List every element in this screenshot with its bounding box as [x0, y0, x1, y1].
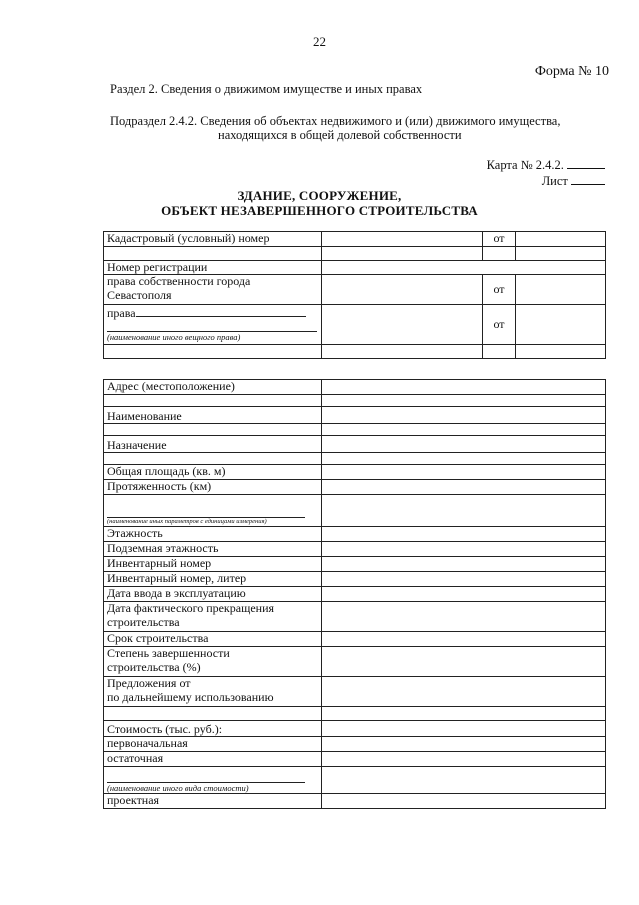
other-cost-field[interactable]: [107, 772, 305, 783]
floors-value[interactable]: [322, 527, 606, 542]
commissioning-date-value[interactable]: [322, 587, 606, 602]
address-value[interactable]: [322, 380, 606, 395]
area-value[interactable]: [322, 465, 606, 480]
table-cell[interactable]: [104, 707, 322, 721]
table-cell[interactable]: [322, 707, 606, 721]
table-cell[interactable]: [322, 424, 606, 436]
sheet-number-label: Лист: [541, 174, 568, 188]
cost-value[interactable]: [322, 721, 606, 737]
construction-stop-date-value[interactable]: [322, 602, 606, 632]
subsection-title-line2: находящихся в общей долевой собственности: [218, 128, 462, 142]
registration-number-value[interactable]: [322, 260, 606, 275]
table-cell[interactable]: [516, 246, 606, 260]
other-right-date-value[interactable]: [516, 305, 606, 345]
inventory-number-label: Инвентарный номер: [104, 557, 322, 572]
table-cell[interactable]: [322, 345, 483, 359]
floors-label: Этажность: [104, 527, 322, 542]
table-cell[interactable]: [322, 246, 483, 260]
page-number: 22: [313, 34, 326, 49]
length-label: Протяженность (км): [104, 480, 322, 495]
ownership-right-line1: права собственности города: [107, 274, 251, 288]
section-title: Раздел 2. Сведения о движимом имуществе и иных правах: [110, 82, 423, 96]
purpose-label: Назначение: [104, 436, 322, 453]
other-cost-value[interactable]: [322, 767, 606, 794]
other-right-caption: (наименование иного вещного права): [107, 331, 241, 342]
area-label: Общая площадь (кв. м): [104, 465, 322, 480]
ownership-date-value[interactable]: [516, 275, 606, 305]
table-cell[interactable]: [104, 246, 322, 260]
card-number-label: Карта № 2.4.2.: [486, 158, 564, 172]
initial-cost-value[interactable]: [322, 737, 606, 752]
form-number: Форма № 10: [534, 64, 609, 79]
underground-floors-value[interactable]: [322, 542, 606, 557]
ownership-number-value[interactable]: [322, 275, 483, 305]
residual-cost-value[interactable]: [322, 752, 606, 767]
other-right-label: [104, 305, 322, 345]
proposals-line2: по дальнейшему использованию: [107, 689, 274, 704]
other-params-field[interactable]: [107, 507, 305, 518]
table-cell[interactable]: [104, 395, 322, 407]
address-label: Адрес (местоположение): [104, 380, 322, 395]
proposals-value[interactable]: [322, 677, 606, 707]
construction-term-label: Срок строительства: [104, 632, 322, 647]
sheet-number: [542, 172, 605, 189]
table-cell[interactable]: [104, 424, 322, 436]
table-cell[interactable]: [322, 453, 606, 465]
construction-stop-date-line2: строительства: [107, 614, 180, 629]
cadastral-date-value[interactable]: [516, 232, 606, 247]
cadastral-from-label: от: [483, 232, 516, 247]
construction-stop-date-label: [104, 602, 322, 632]
initial-cost-label: первоначальная: [104, 737, 322, 752]
completion-degree-line2: строительства (%): [107, 659, 201, 674]
document-title-line1: ЗДАНИЕ, СООРУЖЕНИЕ,: [237, 188, 402, 203]
registration-table: [103, 231, 606, 359]
ownership-from-label: от: [483, 275, 516, 305]
card-number: [487, 156, 605, 173]
length-value[interactable]: [322, 480, 606, 495]
inventory-number-value[interactable]: [322, 557, 606, 572]
cadastral-number-value[interactable]: [322, 232, 483, 247]
other-params-caption: (наименование иных параметров с единицами измерения): [107, 518, 267, 525]
construction-term-value[interactable]: [322, 632, 606, 647]
commissioning-date-label: Дата ввода в эксплуатацию: [104, 587, 322, 602]
sheet-number-field[interactable]: [571, 172, 605, 185]
proposals-line1: Предложения от: [107, 676, 191, 690]
table-cell[interactable]: [516, 345, 606, 359]
residual-cost-label: остаточная: [104, 752, 322, 767]
completion-degree-line1: Степень завершенности: [107, 646, 230, 660]
construction-stop-date-line1: Дата фактического прекращения: [107, 601, 275, 615]
completion-degree-label: [104, 647, 322, 677]
inventory-number-liter-value[interactable]: [322, 572, 606, 587]
cadastral-number-label: Кадастровый (условный) номер: [104, 232, 322, 247]
other-right-number-value[interactable]: [322, 305, 483, 345]
other-right-prefix: права: [107, 306, 136, 320]
other-cost-caption: (наименование иного вида стоимости): [107, 783, 249, 793]
completion-degree-value[interactable]: [322, 647, 606, 677]
other-params-value[interactable]: [322, 495, 606, 527]
card-number-field[interactable]: [567, 156, 605, 169]
inventory-number-liter-label: Инвентарный номер, литер: [104, 572, 322, 587]
registration-number-label: Номер регистрации: [104, 260, 322, 275]
design-cost-label: проектная: [104, 794, 322, 809]
other-right-name-field[interactable]: [136, 305, 306, 317]
purpose-value[interactable]: [322, 436, 606, 453]
other-right-from-label: от: [483, 305, 516, 345]
ownership-right-label: [104, 275, 322, 305]
table-cell[interactable]: [483, 345, 516, 359]
table-cell[interactable]: [322, 395, 606, 407]
object-table: [103, 379, 606, 809]
proposals-label: [104, 677, 322, 707]
other-cost-label: [104, 767, 322, 794]
document-title-line2: ОБЪЕКТ НЕЗАВЕРШЕННОГО СТРОИТЕЛЬСТВА: [161, 203, 478, 218]
subsection-title-line1: Подраздел 2.4.2. Сведения об объектах недвижимого и (или) движимого имущества,: [110, 114, 561, 128]
ownership-right-line2: Севастополя: [107, 287, 172, 302]
other-right-name-field-2[interactable]: [107, 321, 317, 332]
underground-floors-label: Подземная этажность: [104, 542, 322, 557]
table-cell[interactable]: [104, 453, 322, 465]
cost-label: Стоимость (тыс. руб.):: [104, 721, 322, 737]
design-cost-value[interactable]: [322, 794, 606, 809]
name-value[interactable]: [322, 407, 606, 424]
other-params-label: [104, 495, 322, 527]
table-cell[interactable]: [104, 345, 322, 359]
table-cell[interactable]: [483, 246, 516, 260]
name-label: Наименование: [104, 407, 322, 424]
